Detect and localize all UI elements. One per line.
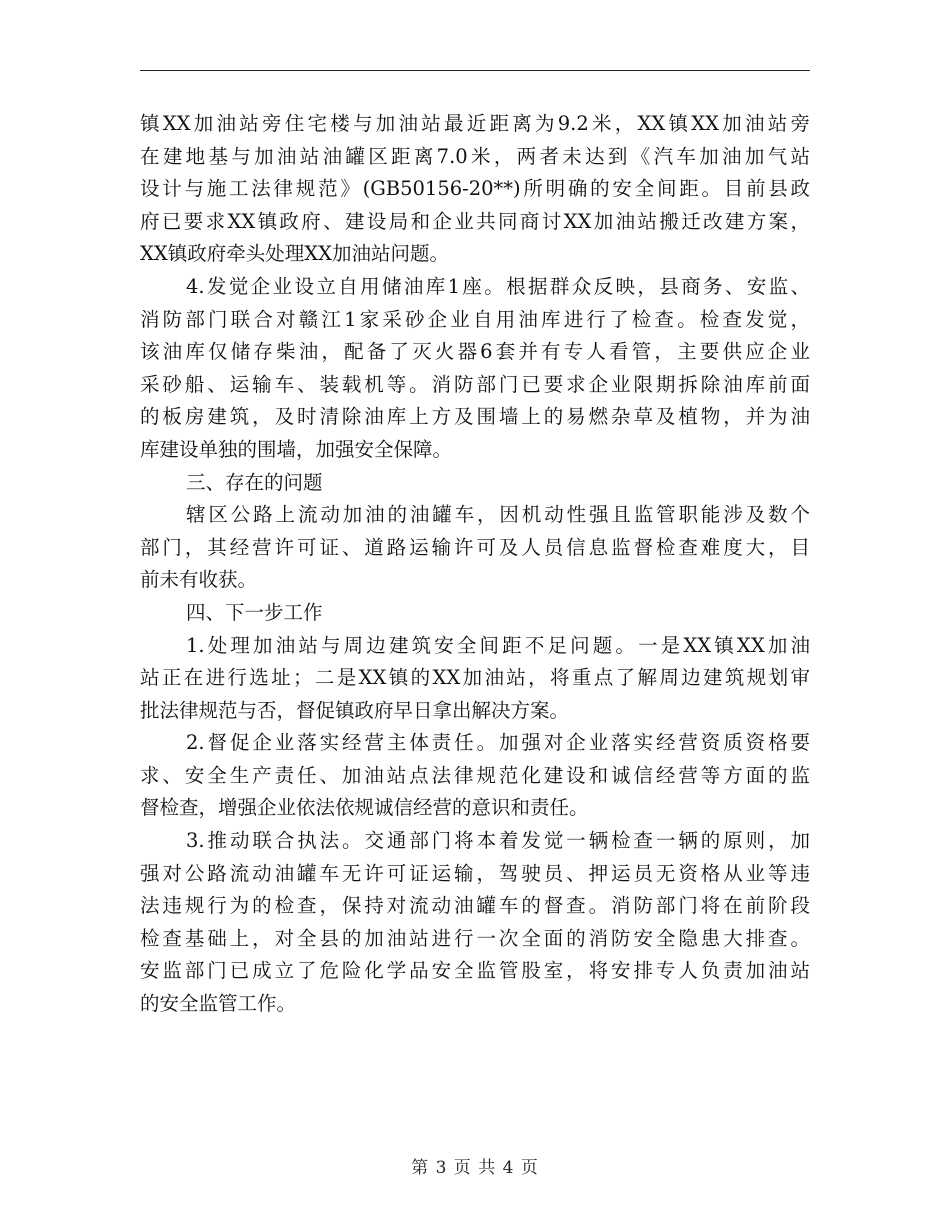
text-line: XX镇政府牵头处理XX加油站问题。	[140, 242, 450, 266]
text-line: 4.发觉企业设立自用储油库1座。根据群众反映，县商务、安监、	[186, 274, 810, 298]
text-line: 三、存在的问题	[186, 470, 323, 494]
text-line: 府已要求XX镇政府、建设局和企业共同商讨XX加油站搬迁改建方案，	[140, 209, 810, 233]
text-line: 的板房建筑，及时清除油库上方及围墙上的易燃杂草及植物，并为油	[140, 405, 810, 429]
text-line: 消防部门联合对赣江1家采砂企业自用油库进行了检查。检查发觉，	[140, 307, 810, 331]
text-line: 1.处理加油站与周边建筑安全间距不足问题。一是XX镇XX加油	[186, 633, 810, 657]
text-line: 法违规行为的检查，保持对流动油罐车的督查。消防部门将在前阶段	[140, 894, 810, 918]
text-line: 安监部门已成立了危险化学品安全监管股室，将安排专人负责加油站	[140, 959, 810, 983]
text-line: 四、下一步工作	[186, 600, 323, 624]
text-line: 检查基础上，对全县的加油站进行一次全面的消防安全隐患大排查。	[140, 926, 810, 950]
text-line: 镇XX加油站旁住宅楼与加油站最近距离为9.2米，XX镇XX加油站旁	[140, 112, 810, 135]
text-line: 批法律规范与否，督促镇政府早日拿出解决方案。	[140, 698, 570, 722]
text-line: 在建地基与加油站油罐区距离7.0米，两者未达到《汽车加油加气站	[140, 144, 810, 168]
text-line: 求、安全生产责任、加油站点法律规范化建设和诚信经营等方面的监	[140, 763, 810, 787]
text-line: 辖区公路上流动加油的油罐车，因机动性强且监管职能涉及数个	[186, 503, 810, 527]
text-line: 督检查，增强企业依法依规诚信经营的意识和责任。	[140, 796, 589, 820]
page-footer: 第 3 页 共 4 页	[411, 1158, 539, 1178]
text-line: 采砂船、运输车、装载机等。消防部门已要求企业限期拆除油库前面	[140, 372, 810, 396]
document-body	[140, 108, 810, 1021]
text-line: 3.推动联合执法。交通部门将本着发觉一辆检查一辆的原则，加	[186, 829, 810, 853]
text-line: 的安全监管工作。	[140, 992, 297, 1016]
header-rule	[140, 70, 810, 71]
text-line: 该油库仅储存柴油，配备了灭火器6套并有专人看管，主要供应企业	[140, 340, 810, 364]
text-line: 强对公路流动油罐车无许可证运输，驾驶员、押运员无资格从业等违	[140, 861, 810, 885]
text-line: 前未有收获。	[140, 568, 258, 592]
text-line: 设计与施工法律规范》(GB50156-20**)所明确的安全间距。目前县政	[140, 177, 810, 201]
text-line: 库建设单独的围墙，加强安全保障。	[140, 437, 453, 461]
text-line: 2.督促企业落实经营主体责任。加强对企业落实经营资质资格要	[186, 731, 810, 755]
text-line: 部门，其经营许可证、道路运输许可及人员信息监督检查难度大，目	[140, 535, 810, 559]
text-line: 站正在进行选址；二是XX镇的XX加油站，将重点了解周边建筑规划审	[140, 666, 810, 690]
